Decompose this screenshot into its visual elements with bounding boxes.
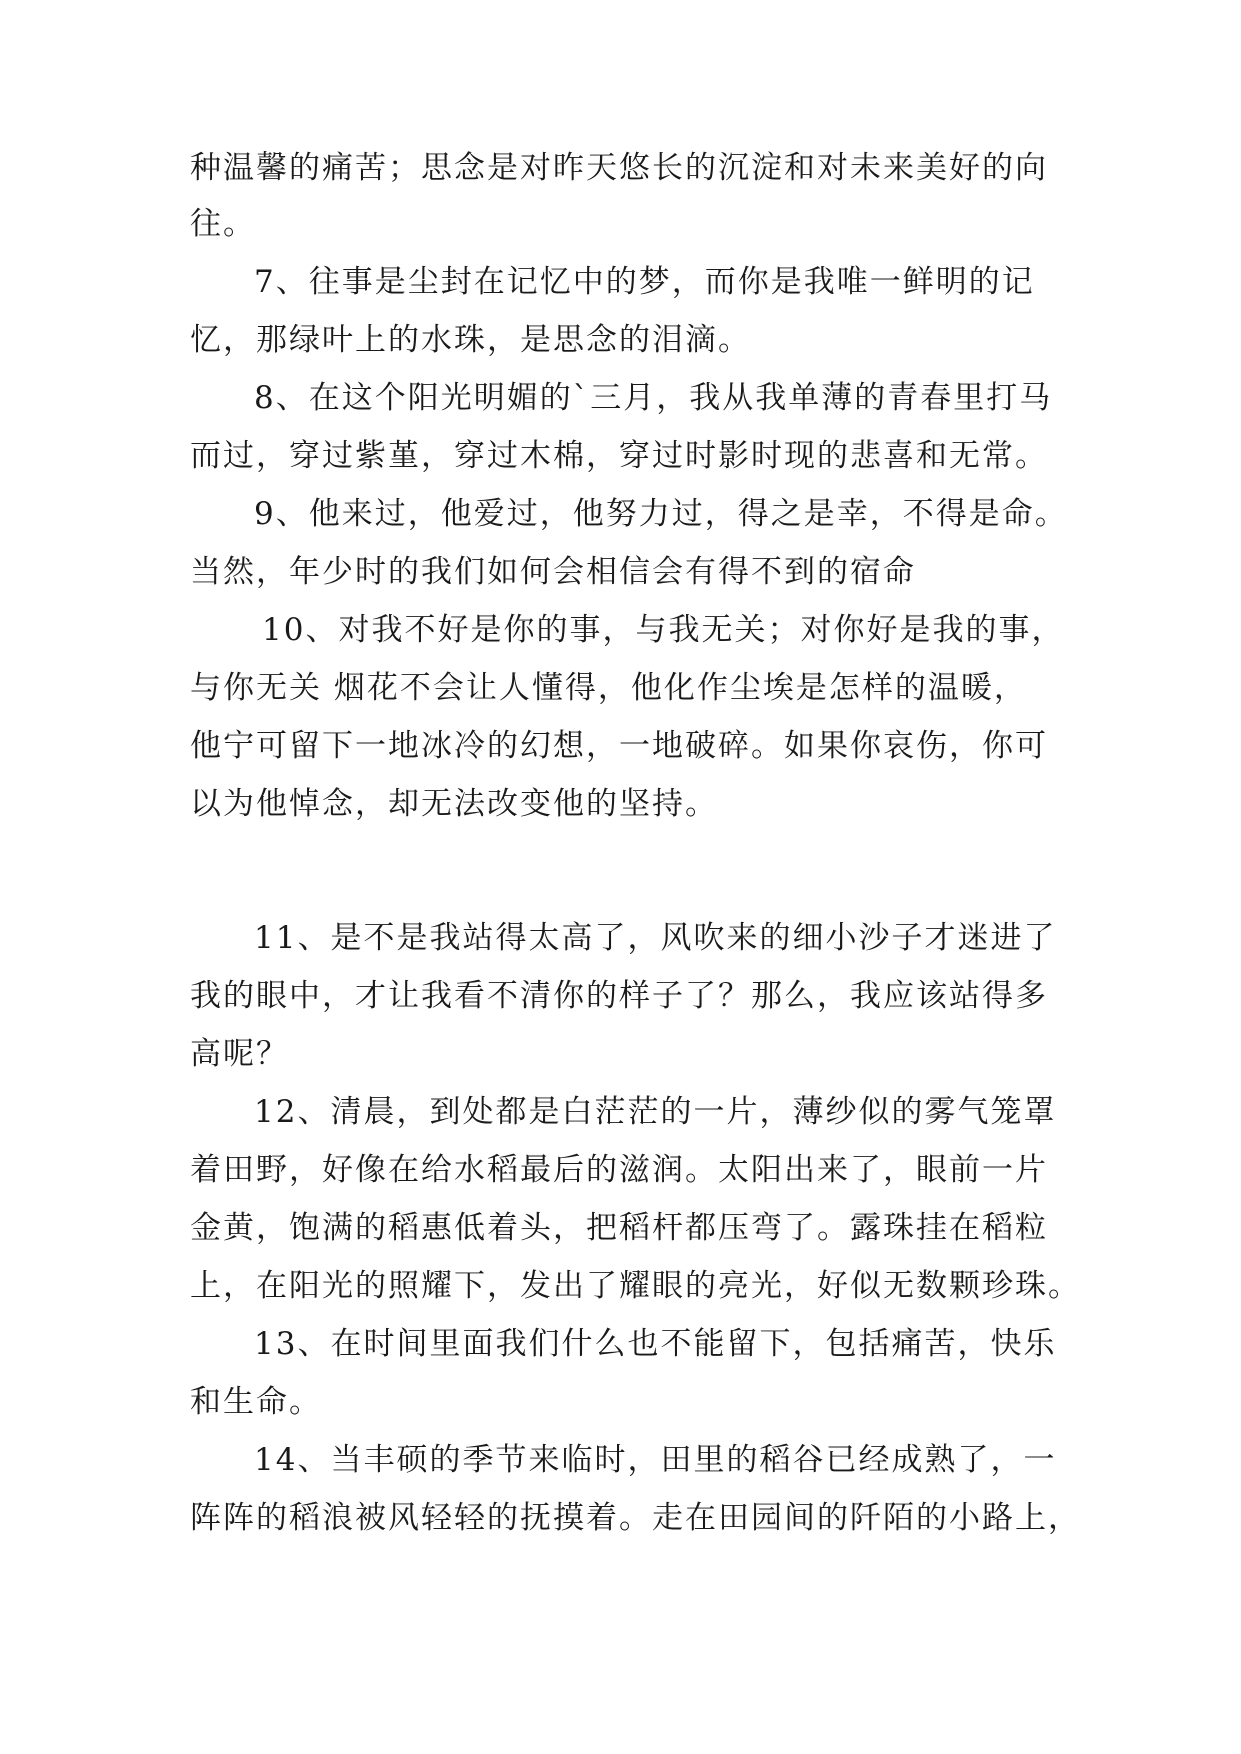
text-line: 7、往事是尘封在记忆中的梦，而你是我唯一鲜明的记	[254, 264, 1035, 300]
text-line: 14、当丰硕的季节来临时，田里的稻谷已经成熟了，一	[254, 1442, 1057, 1478]
text-line: 8、在这个阳光明媚的`三月，我从我单薄的青春里打马	[254, 380, 1053, 416]
text-line: 10、对我不好是你的事，与我无关；对你好是我的事，	[262, 612, 1065, 648]
text-line: 往。	[190, 206, 256, 242]
text-line: 与你无关 烟花不会让人懂得，他化作尘埃是怎样的温暖，	[190, 670, 1027, 706]
text-line: 以为他悼念，却无法改变他的坚持。	[190, 786, 718, 822]
text-line: 他宁可留下一地冰冷的幻想，一地破碎。如果你哀伤，你可	[190, 728, 1048, 764]
text-line: 种温馨的痛苦；思念是对昨天悠长的沉淀和对未来美好的向	[190, 150, 1048, 186]
text-line: 9、他来过，他爱过，他努力过，得之是幸，不得是命。	[254, 496, 1068, 532]
text-line: 而过，穿过紫堇，穿过木棉，穿过时影时现的悲喜和无常。	[190, 438, 1048, 474]
text-line: 上，在阳光的照耀下，发出了耀眼的亮光，好似无数颗珍珠。	[190, 1268, 1081, 1304]
text-line: 和生命。	[190, 1384, 322, 1420]
text-line: 阵阵的稻浪被风轻轻的抚摸着。走在田园间的阡陌的小路上，	[190, 1500, 1081, 1536]
text-line: 着田野，好像在给水稻最后的滋润。太阳出来了，眼前一片	[190, 1152, 1048, 1188]
text-line: 忆，那绿叶上的水珠，是思念的泪滴。	[190, 322, 751, 358]
text-line: 13、在时间里面我们什么也不能留下，包括痛苦，快乐	[254, 1326, 1057, 1362]
text-line: 金黄，饱满的稻惠低着头，把稻杆都压弯了。露珠挂在稻粒	[190, 1210, 1048, 1246]
text-line: 11、是不是我站得太高了，风吹来的细小沙子才迷进了	[254, 920, 1057, 956]
text-line: 我的眼中，才让我看不清你的样子了？那么，我应该站得多	[190, 978, 1048, 1014]
text-line: 当然，年少时的我们如何会相信会有得不到的宿命	[190, 554, 916, 590]
text-line: 12、清晨，到处都是白茫茫的一片，薄纱似的雾气笼罩	[254, 1094, 1057, 1130]
text-line: 高呢？	[190, 1036, 289, 1072]
